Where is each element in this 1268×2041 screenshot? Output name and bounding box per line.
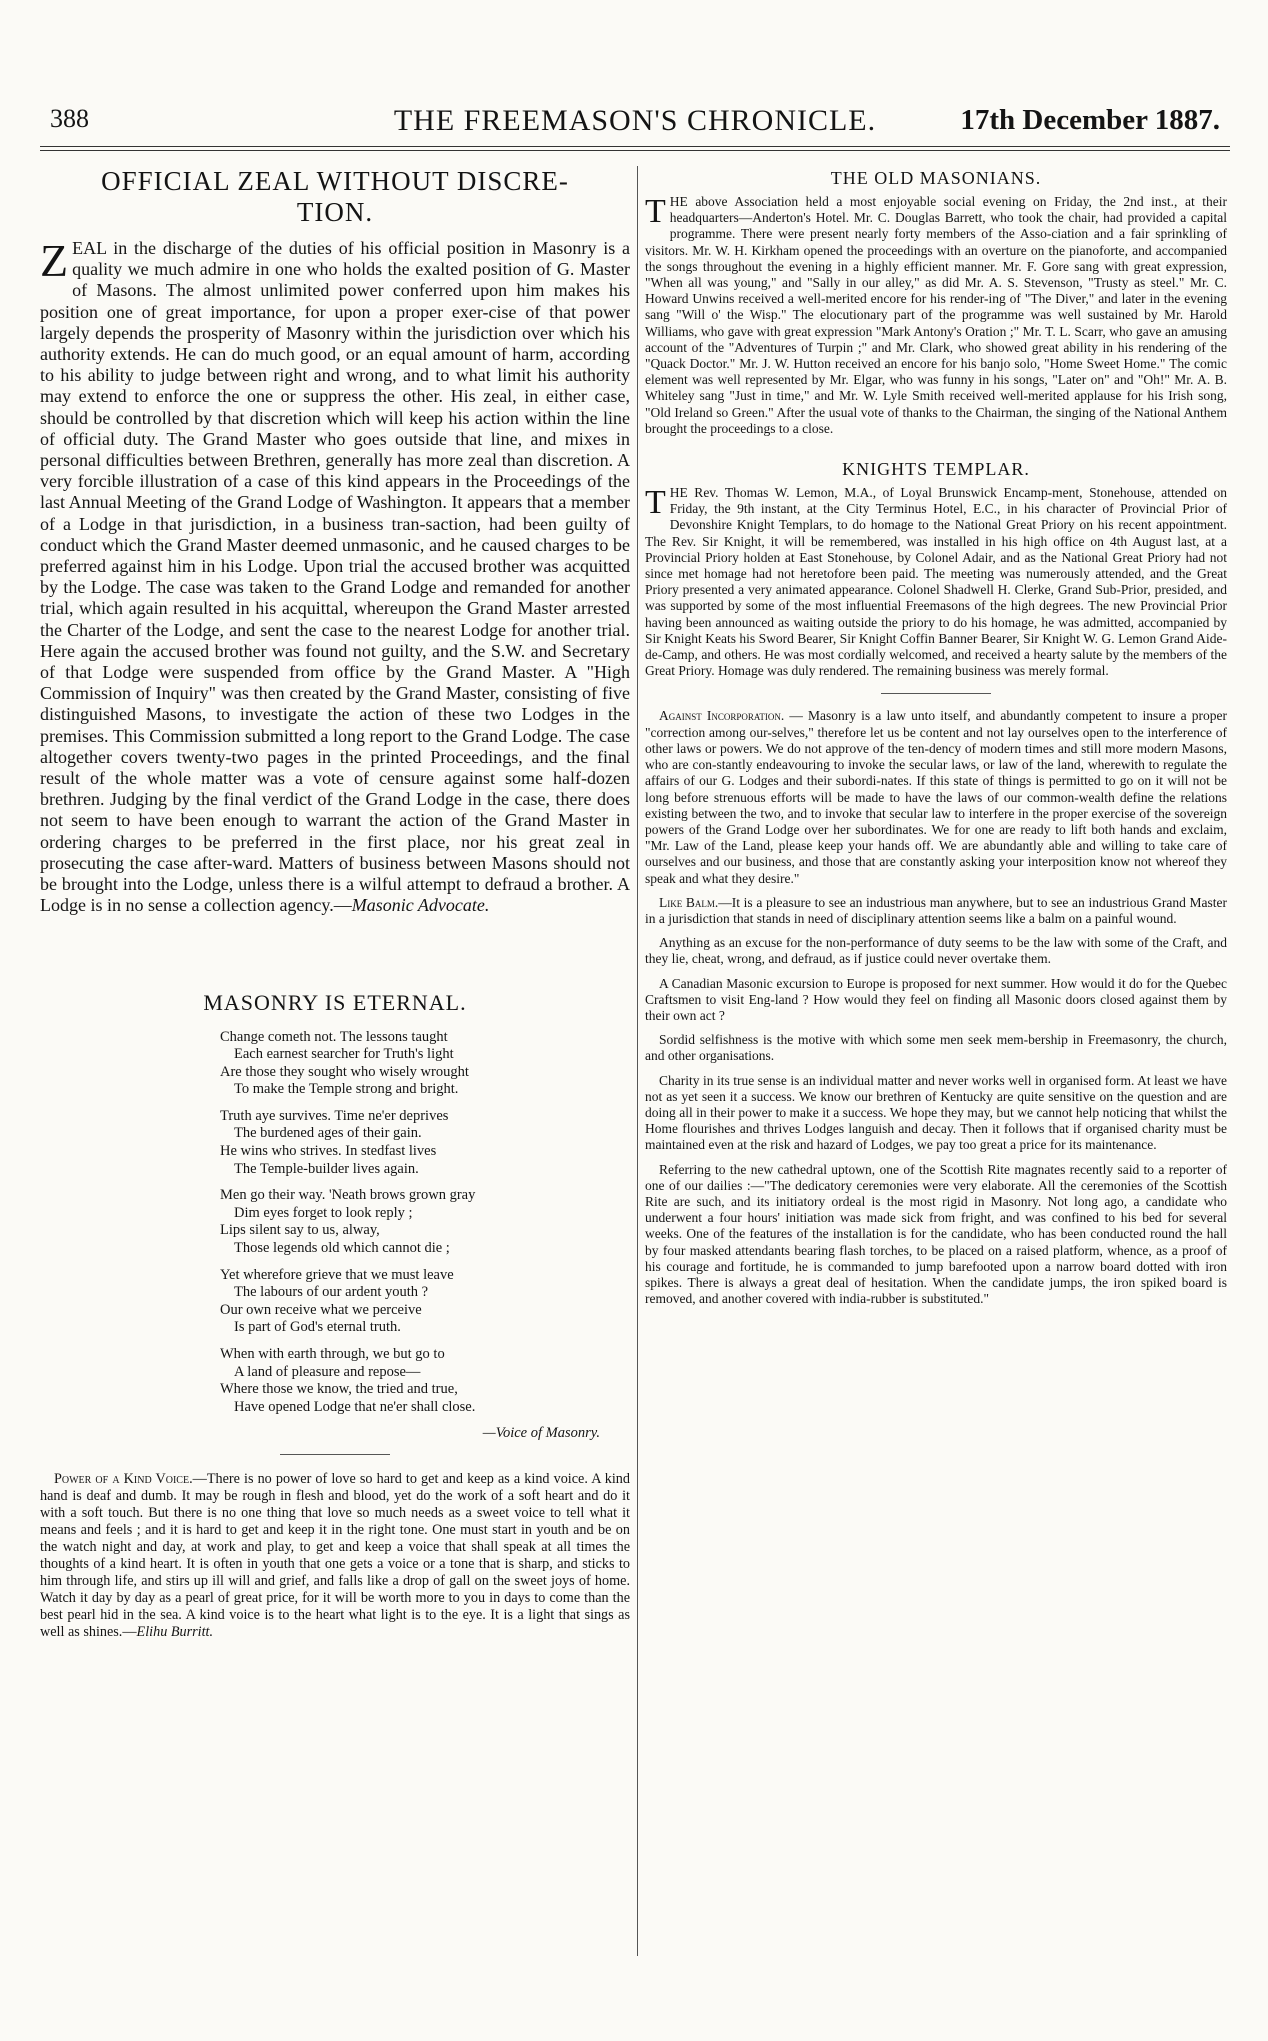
poem-line: Dim eyes forget to look reply ; xyxy=(234,1204,413,1221)
newspaper-title: THE FREEMASON'S CHRONICLE. xyxy=(393,104,877,137)
zeal-source: Masonic Advocate. xyxy=(351,895,490,916)
poem-line: He wins who strives. In stedfast lives xyxy=(220,1143,437,1160)
zeal-dropcap: Z xyxy=(40,235,69,286)
poem xyxy=(220,1029,630,1417)
issue-date: 17th December 1887. xyxy=(960,104,1220,136)
zeal-article xyxy=(40,235,630,917)
zeal-headline: OFFICIAL ZEAL WITHOUT DISCRE-TION. xyxy=(101,166,569,227)
kind-voice-article xyxy=(40,1471,630,1641)
poem-line: The Temple-builder lives again. xyxy=(234,1160,419,1177)
paragraph: Anything as an excuse for the non-performance of duty seems to be the law with some of the Craft, and they lie, cheat, wrong, and defraud, as if justice could never overtake them. xyxy=(645,935,1227,967)
column-divider xyxy=(637,166,638,1956)
like-balm-text: —It is a pleasure to see an industrious man anywhere, but to see an industrious Grand Master in a jurisdiction that stands in need of disciplinary attention seems like a balm on a painful wound. xyxy=(645,894,1227,926)
paragraph: A Canadian Masonic excursion to Europe is proposed for next summer. How would it do for the Quebec Craftsmen to visit Eng-land ? How would they feel on finding all Masonic doors closed against them by their own act ? xyxy=(645,975,1227,1023)
poem-line: Truth aye survives. Time ne'er deprives xyxy=(220,1107,449,1124)
like-balm-lead: Like Balm. xyxy=(659,894,719,910)
incorporation-lead: Against Incorporation. xyxy=(659,708,785,724)
poem-line: The burdened ages of their gain. xyxy=(234,1125,422,1142)
kind-voice-source: Elihu Burritt. xyxy=(136,1624,214,1641)
old-masonians-article xyxy=(645,194,1227,437)
paragraph: Charity in its true sense is an individual matter and never works well in organised form. At least we have not as yet seen it a success. We know our brethren of Kentucky are quite sensitive on the question and are doing all in their power to make it a success. We hope they may, but we cannot help noticing that whilst the Home flourishes and thrives Lodges languish and decay. Then it follows that if organised charity must be maintained even at the risk and hazard of Lodges, we pay too great a price for its maintenance. xyxy=(645,1072,1227,1153)
zeal-text: EAL in the discharge of the duties of his official position in Masonry is a quality we much admire in one who holds the exalted position of G. Master of Masons. The almost unlimited power conferred upon him makes his position one of great importance, for upon a proper exer-cise of that power largely depends the prosperity of Masonry within the jurisdiction over which his authority extends. He can do much good, or an equal amount of harm, according to his ability to judge between right and wrong, and to what limit his authority may extend to enforce the one or suppress the other. His zeal, in either case, should be controlled by that discretion which will keep his action within the line of official duty. The Grand Master who goes outside that line, and mixes in personal difficulties between Brethren, generally has more zeal than discretion. A very forcible illustration of a case of this kind appears in the Proceedings of the last Annual Meeting of the Grand Lodge of Washington. It appears that a member of a Lodge in that jurisdiction, in a business tran-saction, had been guilty of conduct which the Grand Master deemed unmasonic, and he caused charges to be preferred against him in his Lodge. Upon trial the accused brother was acquitted by the Lodge. The case was taken to the Grand Lodge and remanded for another trial, which again resulted in his acquittal, whereupon the Grand Master arrested the Charter of the Lodge, and sent the case to the nearest Lodge for another trial. Here again the accused brother was found not guilty, and the S.W. and Secretary of that Lodge were suspended from office by the Grand Master. A "High Commission of Inquiry" was then created by the Grand Master, consisting of five distinguished Masons, to investigate the action of these two Lodges in the premises. This Commission submitted a long report to the Grand Lodge. The case altogether covers twenty-two pages in the printed Proceedings, and the final result of the whole matter was a vote of censure against some half-dozen brethren. Judging by the final verdict of the Grand Lodge in the case, there does not seem to have been enough to warrant the action of the Grand Master in ordering charges to be preferred in the first place, nor his great zeal in prosecuting the case after-ward. Matters of business between Masons should not be brought into the Lodge, unless there is a wilful attempt to defraud a brother. A Lodge is in no sense a collection agency.— xyxy=(40,238,630,916)
poem-line: Where those we know, the tried and true, xyxy=(220,1381,458,1398)
left-column xyxy=(40,166,630,1966)
poem-line: To make the Temple strong and bright. xyxy=(234,1081,459,1098)
poem-line: Each earnest searcher for Truth's light xyxy=(234,1046,454,1063)
kind-voice-text: —There is no power of love so hard to get and keep as a kind voice. A kind hand is deaf and dumb. It may be rough in flesh and blood, yet do the work of a soft heart and do it with a soft touch. But there is no one thing that love so much needs as a sweet voice to tell what it means and feels ; and it is hard to get and keep it in the right tone. One must start in youth and be on the watch night and day, at work and play, to get and keep a voice that shall speak at all times the thoughts of a kind heart. It is often in youth that one gets a voice or a tone that is sharp, and sticks to him through life, and stirs up ill will and grief, and falls like a drop of gall on the sweet joys of home. Watch it day by day as a pearl of great price, for it will be worth more to you in days to come than the best pearl hid in the sea. A kind voice is to the heart what light is to the eye. It is a light that sings as well as shines.— xyxy=(40,1471,630,1641)
knights-templar-headline: KNIGHTS TEMPLAR. xyxy=(842,459,1030,480)
poem-line: Have opened Lodge that ne'er shall close. xyxy=(234,1398,476,1415)
like-balm-article xyxy=(645,895,1227,927)
poem-credit: —Voice of Masonry. xyxy=(482,1425,600,1442)
poem-line: Are those they sought who wisely wrought xyxy=(220,1063,469,1080)
old-masonians-dropcap: T xyxy=(645,193,666,230)
poem-line: Men go their way. 'Neath brows grown gray xyxy=(220,1187,476,1204)
poem-line: Is part of God's eternal truth. xyxy=(234,1319,401,1336)
knights-templar-dropcap: T xyxy=(645,484,666,522)
knights-templar-text: HE Rev. Thomas W. Lemon, M.A., of Loyal Brunswick Encamp-ment, Stonehouse, attended on Friday, the 9th instant, at the City Terminus Hotel, E.C., in his character of Provincial Prior of Devonshire Knight Templars, to do homage to the National Great Priory on his recent appointment. The Rev. Sir Knight, it will be remembered, was installed in his high office on 4th August last, at a Provincial Priory holden at East Stonehouse, by Colonel Adair, and as the National Great Priory had not since met homage had not heretofore been paid. The meeting was numerously attended, and the Great Priory presented a very animated appearance. Colonel Shadwell H. Clerke, Grand Sub-Prior, presided, and was supported by some of the most influential Freemasons of the high degrees. The new Provincial Prior having been announced as waiting outside the priory to do his homage, he was admitted, accompanied by Sir Knight Keats his Sword Bearer, Sir Knight Coffin Banner Bearer, Sir Knight W. G. Lemon Grand Aide-de-Camp, and others. He was most cordially welcomed, and received a hearty salute by the members of the Great Priory. Homage was duly rendered. The remaining business was merely formal. xyxy=(645,485,1227,679)
poem-line: Lips silent say to us, alway, xyxy=(220,1222,380,1239)
masthead xyxy=(40,104,1230,152)
poem-line: When with earth through, we but go to xyxy=(220,1346,445,1362)
kind-voice-lead: Power of a Kind Voice. xyxy=(54,1471,193,1488)
poem-line: Yet wherefore grieve that we must leave xyxy=(220,1266,454,1283)
old-masonians-headline: THE OLD MASONIANS. xyxy=(830,168,1042,188)
poem-line: Those legends old which cannot die ; xyxy=(234,1240,450,1257)
masthead-rule xyxy=(40,146,1230,151)
section-rule xyxy=(881,693,991,694)
poem-stanza xyxy=(220,1267,630,1337)
poem-line: Change cometh not. The lessons taught xyxy=(220,1028,448,1045)
paragraph: Sordid selfishness is the motive with which some men seek mem-bership in Freemasonry, the church, and other organisations. xyxy=(645,1032,1227,1064)
incorporation-text: — Masonry is a law unto itself, and abundantly competent to insure a proper "correction among our-selves," therefore let us be content and not lay ourselves open to the interference of other laws or powers. We do not approve of the ten-dency of modern times and still more modern Masons, who are con-stantly endeavouring to invoke the secular laws, or law of the land, wherewith to regulate the affairs of our G. Lodges and their subordi-nates. If this state of things is permitted to go on it will not be long before strenuous efforts will be made to have the laws of our common-wealth define the relations existing between the two, and to invoke that secular law to interfere in the proper exercise of the sovereign powers of the Grand Lodge over her subordinates. We for one are ready to lift both hands and exclaim, "Mr. Law of the Land, please keep your hands off. We are abundantly able and willing to take care of ourselves and our business, and those that are constantly asking your interposition know not whereof they speak and what they desire." xyxy=(645,708,1227,886)
poem-stanza xyxy=(220,1346,630,1416)
poem-stanza xyxy=(220,1187,630,1257)
poem-title: MASONRY IS ETERNAL. xyxy=(203,989,467,1015)
poem-line: A land of pleasure and repose— xyxy=(234,1363,421,1380)
paragraph: Referring to the new cathedral uptown, one of the Scottish Rite magnates recently said to a reporter of one of our dailies :—"The dedicatory ceremonies were very elaborate. All the ceremonies of the Scottish Rite are such, and its initiatory ordeal is the most rigid in Masonry. Not long ago, a candidate who underwent a four hours' initiation was made sick from fright, and was confined to his bed for several weeks. One of the features of the installation is for the candidate, who has been conducted round the hall by four masked attendants bearing flash torches, to be placed on a raised platform, whence, as a proof of his courage and fortitude, he is commanded to jump barefooted upon a narrow board dotted with iron spikes. There is always a great deal of hesitation. When the candidate jumps, the iron spiked board is removed, and another covered with india-rubber is substituted." xyxy=(645,1161,1227,1307)
incorporation-article xyxy=(645,708,1227,886)
old-masonians-text: HE above Association held a most enjoyable social evening on Friday, the 2nd inst., at their headquarters—Anderton's Hotel. Mr. C. Douglas Barrett, who took the chair, had provided a capital programme. There were present nearly forty members of the Asso-ciation and a fair sprinkling of visitors. Mr. W. H. Kirkham opened the proceedings with an overture on the pianoforte, and accompanied the songs throughout the evening in a highly efficient manner. Mr. F. Gore sang with great expression, "When all was young," and "Sally in our alley," as did Mr. A. S. Stevenson, "Trusty as steel." Mr. C. Howard Unwins received a well-merited encore for his render-ing of "The Diver," and later in the evening sang "Will o' the Wisp." The elocutionary part of the programme was well sustained by Mr. Harold Williams, who gave with great expression "Mark Antony's Oration ;" Mr. T. L. Scarr, who gave an amusing account of the "Adventures of Turpin ;" and Mr. Clark, who showed great ability in his rendering of the "Quack Doctor." Mr. J. W. Hutton received an encore for his banjo solo, "Home Sweet Home." The comic element was well represented by Mr. Elgar, who was funny in his songs, "Later on" and "Oh!" Mr. A. B. Whiteley sang "Just in time," and Mr. W. Lyle Smith received well-merited applause for his Irish song, "Old Ireland so Green." After the usual vote of thanks to the Chairman, the singing of the National Anthem brought the proceedings to a close. xyxy=(645,194,1227,436)
section-rule xyxy=(280,1454,390,1455)
poem-line: The labours of our ardent youth ? xyxy=(234,1284,429,1301)
poem-stanza xyxy=(220,1108,630,1178)
poem-line: Our own receive what we perceive xyxy=(220,1301,422,1318)
knights-templar-article xyxy=(645,485,1227,679)
poem-stanza xyxy=(220,1029,630,1099)
page-number: 388 xyxy=(50,104,89,133)
right-column xyxy=(645,166,1227,1966)
